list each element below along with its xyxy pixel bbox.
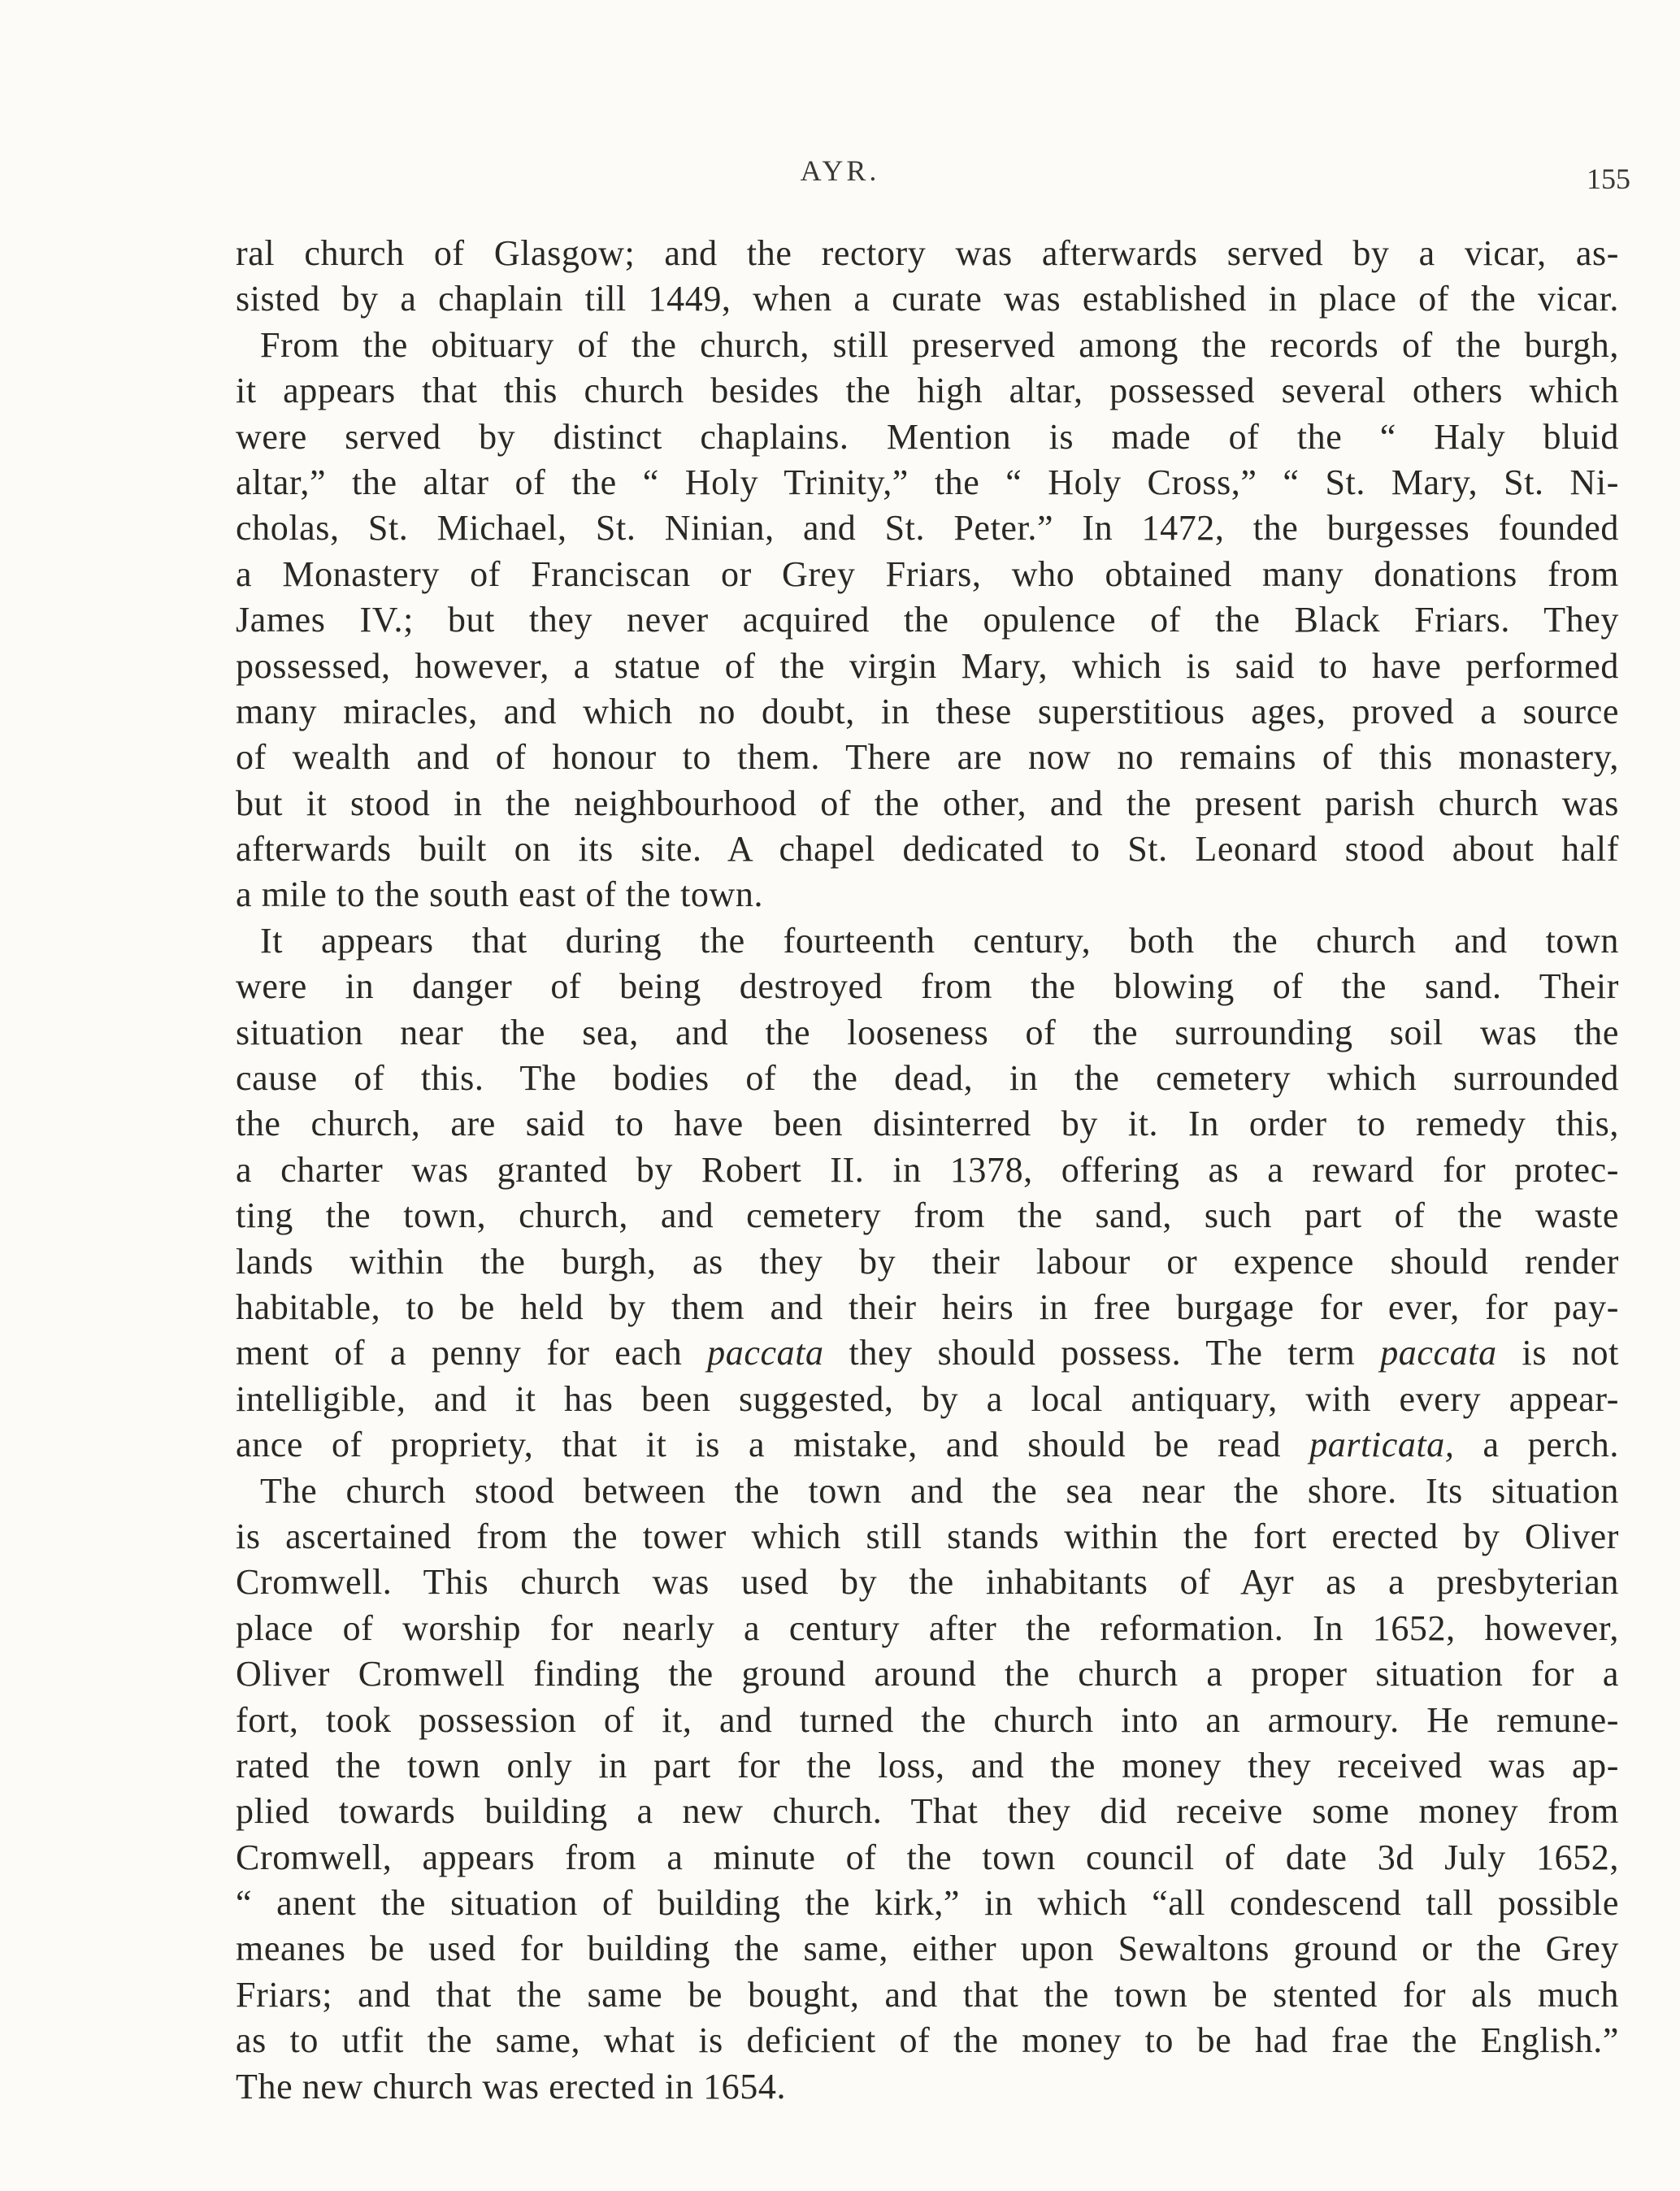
text-line: habitable, to be held by them and their heirs in free burgage for ever, for pay- — [236, 1286, 1619, 1327]
text-line: From the obituary of the church, still preserved among the records of the burgh, — [260, 324, 1619, 365]
text-line: Cromwell. This church was used by the inhabitants of Ayr as a presbyterian — [236, 1562, 1619, 1603]
text-line: lands within the burgh, as they by their labour or expence should render — [236, 1241, 1619, 1282]
text-line: the church, are said to have been disinterred by it. In order to remedy this, — [236, 1104, 1619, 1144]
text-line: plied towards building a new church. That they did receive some money from — [236, 1791, 1619, 1832]
body-text — [236, 231, 1619, 2110]
text-line: ting the town, church, and cemetery from the sand, such part of the waste — [236, 1195, 1619, 1236]
text-line: place of worship for nearly a century after the reformation. In 1652, however, — [236, 1607, 1619, 1648]
text-line: fort, took possession of it, and turned the church into an armoury. He remune- — [236, 1699, 1619, 1740]
text-line: as to utfit the same, what is deficient of the money to be had frae the English.” — [236, 2020, 1619, 2061]
text-line: cholas, St. Michael, St. Ninian, and St. Peter.” In 1472, the burgesses founded — [236, 508, 1619, 549]
text-line: Friars; and that the same be bought, and that the town be stented for als much — [236, 1974, 1619, 2015]
paragraph — [236, 323, 1619, 918]
text-line: a Monastery of Franciscan or Grey Friars, who obtained many donations from — [236, 553, 1619, 594]
text-line: afterwards built on its site. A chapel dedicated to St. Leonard stood about half — [236, 829, 1619, 870]
text-line: rated the town only in part for the loss, and the money they received was ap- — [236, 1745, 1619, 1785]
text-line: situation near the sea, and the looseness of the surrounding soil was the — [236, 1012, 1619, 1052]
text-segment: they should possess. The term — [823, 1333, 1381, 1373]
text-line: were in danger of being destroyed from the blowing of the sand. Their — [236, 966, 1619, 1007]
text-line: It appears that during the fourteenth century, both the church and town — [260, 920, 1619, 961]
text-line: it appears that this church besides the high altar, possessed several others which — [236, 371, 1619, 411]
text-line: were served by distinct chaplains. Mention is made of the “ Haly bluid — [236, 416, 1619, 457]
text-line: Oliver Cromwell finding the ground around the church a proper situation for a — [236, 1654, 1619, 1694]
text-segment: a perch. — [1454, 1425, 1619, 1465]
paragraph — [236, 918, 1619, 1469]
text-line: altar,” the altar of the “ Holy Trinity,” the “ Holy Cross,” “ St. Mary, St. Ni- — [236, 462, 1619, 502]
text-line: many miracles, and which no doubt, in these superstitious ages, proved a source — [236, 691, 1619, 731]
text-segment: is not — [1496, 1333, 1619, 1373]
text-segment: ment of a penny for each — [236, 1333, 708, 1373]
text-line: sisted by a chaplain till 1449, when a curate was established in place of the vicar. — [236, 279, 1619, 319]
text-line: possessed, however, a statue of the virgin Mary, which is said to have performed — [236, 645, 1619, 686]
text-line: of wealth and of honour to them. There are now no remains of this monastery, — [236, 737, 1619, 778]
text-line: but it stood in the neighbourhood of the other, and the present parish church was — [236, 783, 1619, 823]
running-head: AYR. — [800, 154, 880, 187]
text-line: The new church was erected in 1654. — [236, 2066, 787, 2106]
text-line: cause of this. The bodies of the dead, in the cemetery which surrounded — [236, 1058, 1619, 1099]
text-line: James IV.; but they never acquired the opulence of the Black Friars. They — [236, 600, 1619, 640]
text-segment: ance of propriety, that it is a mistake, and should be read — [236, 1425, 1310, 1465]
text-line: ral church of Glasgow; and the rectory was afterwards served by a vicar, as- — [236, 233, 1619, 273]
paragraph — [236, 1469, 1619, 2110]
text-line: Cromwell, appears from a minute of the town council of date 3d July 1652, — [236, 1837, 1619, 1877]
page-number: 155 — [1587, 163, 1630, 195]
paragraph — [236, 231, 1619, 323]
text-line: The church stood between the town and the sea near the shore. Its situation — [260, 1470, 1619, 1511]
text-line — [236, 1422, 1619, 1468]
text-line: is ascertained from the tower which still stands within the fort erected by Oliver — [236, 1516, 1619, 1556]
text-line: intelligible, and it has been suggested, by a local antiquary, with every appear- — [236, 1378, 1619, 1419]
text-line: a mile to the south east of the town. — [236, 874, 764, 915]
text-line: a charter was granted by Robert II. in 1378, offering as a reward for protec- — [236, 1149, 1619, 1190]
italic-term: paccata — [707, 1333, 824, 1373]
italic-term: paccata — [1380, 1333, 1497, 1373]
text-line: “ anent the situation of building the kirk,” in which “all condescend tall possible — [236, 1883, 1619, 1924]
italic-term: particata, — [1309, 1425, 1455, 1465]
text-line: meanes be used for building the same, either upon Sewaltons ground or the Grey — [236, 1929, 1619, 1969]
text-line — [236, 1330, 1619, 1376]
